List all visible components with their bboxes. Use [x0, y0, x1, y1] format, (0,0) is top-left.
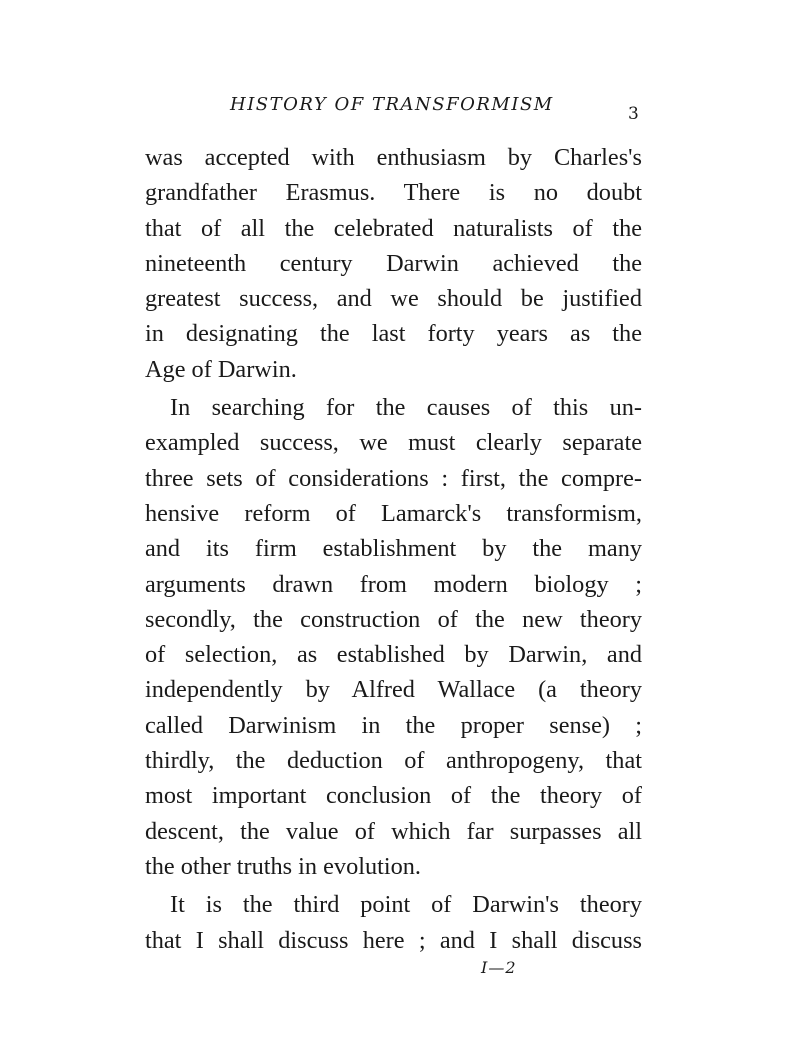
- text-line: independently by Alfred Wallace (a theory: [145, 676, 642, 704]
- text-line: Age of Darwin.: [145, 355, 297, 383]
- text-line: hensive reform of Lamarck's transformism,: [145, 499, 642, 527]
- text-line: the other truths in evolution.: [145, 852, 421, 880]
- signature-mark: I—2: [481, 958, 517, 977]
- text-line: exampled success, we must clearly separate: [145, 429, 642, 457]
- body-text: [145, 140, 642, 958]
- text-line: arguments drawn from modern biology ;: [145, 570, 642, 598]
- text-line: and its firm establishment by the many: [145, 535, 642, 563]
- text-line: that I shall discuss here ; and I shall discuss: [145, 926, 642, 954]
- text-line: called Darwinism in the proper sense) ;: [145, 711, 642, 739]
- text-line: was accepted with enthusiasm by Charles's: [145, 144, 642, 171]
- text-line: grandfather Erasmus. There is no doubt: [145, 179, 642, 207]
- text-line: of selection, as established by Darwin, and: [145, 641, 642, 669]
- text-line: in designating the last forty years as the: [145, 320, 642, 348]
- text-line: nineteenth century Darwin achieved the: [145, 249, 642, 277]
- text-line: It is the third point of Darwin's theory: [170, 891, 642, 919]
- page-number: 3: [628, 104, 639, 124]
- text-line: secondly, the construction of the new theory: [145, 605, 642, 633]
- text-line: greatest success, and we should be justified: [145, 285, 642, 313]
- text-line: descent, the value of which far surpasses all: [145, 817, 642, 845]
- text-line: In searching for the causes of this un-: [170, 394, 642, 422]
- text-line: three sets of considerations : first, the compre-: [145, 464, 642, 492]
- running-head: HISTORY OF TRANSFORMISM: [230, 94, 554, 115]
- text-line: that of all the celebrated naturalists of the: [145, 214, 642, 242]
- text-line: thirdly, the deduction of anthropogeny, that: [145, 747, 642, 775]
- text-line: most important conclusion of the theory of: [145, 782, 642, 810]
